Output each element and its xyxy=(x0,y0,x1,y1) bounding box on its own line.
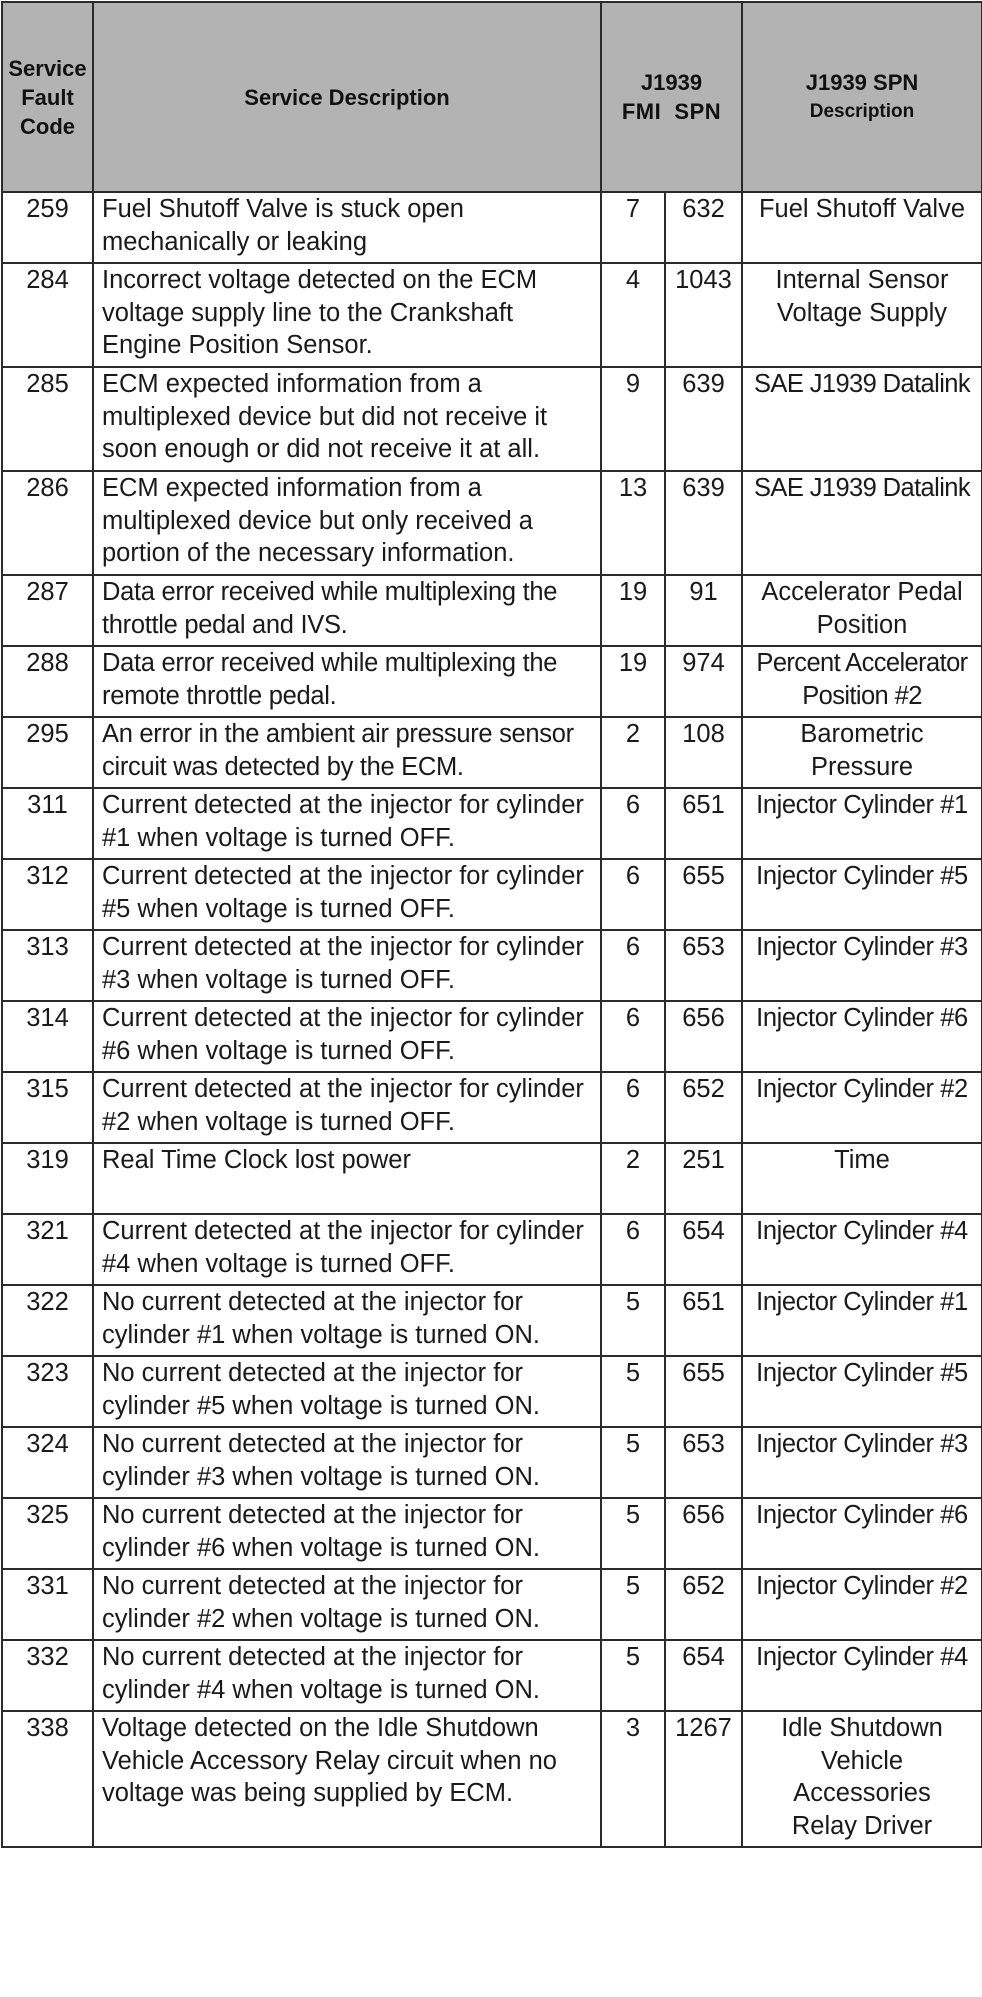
spn-description-cell xyxy=(742,263,982,367)
spn-cell: 654 xyxy=(665,1640,742,1711)
spn-cell: 652 xyxy=(665,1569,742,1640)
spn-description-text: Barometric Pressure xyxy=(800,720,924,781)
spn-description-cell: Time xyxy=(742,1143,982,1214)
table-row xyxy=(2,575,982,646)
spn-cell: 656 xyxy=(665,1498,742,1569)
spn-description-text: Percent Accelerator Position #2 xyxy=(756,649,968,710)
fault-code-table xyxy=(1,1,982,1848)
table-row xyxy=(2,646,982,717)
table-row xyxy=(2,859,982,930)
table-row xyxy=(2,1569,982,1640)
table-header-row xyxy=(2,2,982,192)
spn-description-cell: Injector Cylinder #4 xyxy=(742,1640,982,1711)
description-cell: Real Time Clock lost power xyxy=(93,1143,601,1214)
spn-cell: 639 xyxy=(665,471,742,575)
fault-code-cell: 315 xyxy=(2,1072,93,1143)
table-row xyxy=(2,263,982,367)
table-row xyxy=(2,1427,982,1498)
spn-cell: 651 xyxy=(665,788,742,859)
spn-cell: 656 xyxy=(665,1001,742,1072)
spn-description-cell: Injector Cylinder #6 xyxy=(742,1001,982,1072)
fault-code-cell: 322 xyxy=(2,1285,93,1356)
fault-code-cell: 286 xyxy=(2,471,93,575)
header-fmi-spn-label: FMI SPN xyxy=(621,99,722,124)
fault-code-cell: 321 xyxy=(2,1214,93,1285)
spn-cell: 974 xyxy=(665,646,742,717)
spn-cell: 251 xyxy=(665,1143,742,1214)
header-j1939-spn-description xyxy=(742,2,982,192)
fmi-cell: 13 xyxy=(601,471,665,575)
fault-code-cell: 312 xyxy=(2,859,93,930)
fmi-cell: 3 xyxy=(601,1711,665,1847)
spn-cell: 108 xyxy=(665,717,742,788)
fmi-cell: 9 xyxy=(601,367,665,471)
spn-cell: 651 xyxy=(665,1285,742,1356)
fmi-cell: 6 xyxy=(601,859,665,930)
fmi-cell: 5 xyxy=(601,1569,665,1640)
fault-code-cell: 287 xyxy=(2,575,93,646)
spn-cell: 639 xyxy=(665,367,742,471)
fmi-cell: 5 xyxy=(601,1498,665,1569)
spn-cell: 632 xyxy=(665,192,742,263)
fault-code-cell: 313 xyxy=(2,930,93,1001)
fault-code-cell: 311 xyxy=(2,788,93,859)
fault-code-cell: 332 xyxy=(2,1640,93,1711)
table-row xyxy=(2,1498,982,1569)
fmi-cell: 6 xyxy=(601,788,665,859)
spn-description-cell xyxy=(742,717,982,788)
header-service-fault-code-label: Service Fault Code xyxy=(8,55,87,139)
description-cell: No current detected at the injector for cylinder #2 when voltage is turned ON. xyxy=(93,1569,601,1640)
fmi-cell: 5 xyxy=(601,1285,665,1356)
table-row xyxy=(2,930,982,1001)
spn-description-text: Internal Sensor Voltage Supply xyxy=(775,266,949,327)
fault-code-cell: 284 xyxy=(2,263,93,367)
spn-cell: 655 xyxy=(665,859,742,930)
spn-cell: 1267 xyxy=(665,1711,742,1847)
spn-description-cell: Injector Cylinder #1 xyxy=(742,1285,982,1356)
spn-description-cell: Injector Cylinder #3 xyxy=(742,1427,982,1498)
description-cell: Current detected at the injector for cylinder #3 when voltage is turned OFF. xyxy=(93,930,601,1001)
table-row xyxy=(2,1711,982,1847)
fmi-cell: 4 xyxy=(601,263,665,367)
fault-code-cell: 295 xyxy=(2,717,93,788)
spn-description-cell: Injector Cylinder #5 xyxy=(742,1356,982,1427)
header-spn-description-top: J1939 SPN xyxy=(805,70,919,95)
fmi-cell: 5 xyxy=(601,1427,665,1498)
spn-description-cell: Fuel Shutoff Valve xyxy=(742,192,982,263)
fmi-cell: 6 xyxy=(601,1072,665,1143)
spn-description-text: Accelerator Pedal Position xyxy=(761,578,963,639)
spn-description-text: Idle Shutdown Vehicle Accessories Relay Driver xyxy=(781,1714,943,1840)
spn-cell: 91 xyxy=(665,575,742,646)
table-row xyxy=(2,1356,982,1427)
description-cell: Current detected at the injector for cylinder #5 when voltage is turned OFF. xyxy=(93,859,601,930)
fmi-cell: 2 xyxy=(601,1143,665,1214)
spn-description-cell: SAE J1939 Datalink xyxy=(742,367,982,471)
fault-code-cell: 338 xyxy=(2,1711,93,1847)
spn-description-cell xyxy=(742,646,982,717)
spn-description-cell: Injector Cylinder #5 xyxy=(742,859,982,930)
header-j1939-fmi-spn xyxy=(601,2,742,192)
description-cell: Current detected at the injector for cylinder #1 when voltage is turned OFF. xyxy=(93,788,601,859)
fault-code-cell: 288 xyxy=(2,646,93,717)
fmi-cell: 6 xyxy=(601,1001,665,1072)
spn-description-cell: Injector Cylinder #1 xyxy=(742,788,982,859)
header-service-fault-code xyxy=(2,2,93,192)
spn-cell: 655 xyxy=(665,1356,742,1427)
table-row xyxy=(2,717,982,788)
spn-cell: 653 xyxy=(665,1427,742,1498)
description-cell: Current detected at the injector for cylinder #4 when voltage is turned OFF. xyxy=(93,1214,601,1285)
spn-description-cell: Injector Cylinder #6 xyxy=(742,1498,982,1569)
fault-code-cell: 314 xyxy=(2,1001,93,1072)
fmi-cell: 6 xyxy=(601,930,665,1001)
description-cell: No current detected at the injector for cylinder #6 when voltage is turned ON. xyxy=(93,1498,601,1569)
description-cell: Current detected at the injector for cylinder #2 when voltage is turned OFF. xyxy=(93,1072,601,1143)
table-body xyxy=(2,192,982,1847)
spn-description-cell: Injector Cylinder #3 xyxy=(742,930,982,1001)
fmi-cell: 2 xyxy=(601,717,665,788)
fmi-cell: 19 xyxy=(601,646,665,717)
description-cell: No current detected at the injector for cylinder #4 when voltage is turned ON. xyxy=(93,1640,601,1711)
fmi-cell: 7 xyxy=(601,192,665,263)
fault-code-cell: 285 xyxy=(2,367,93,471)
table-row xyxy=(2,1214,982,1285)
spn-description-cell: Injector Cylinder #2 xyxy=(742,1072,982,1143)
table-row xyxy=(2,471,982,575)
description-cell: Data error received while multiplexing the remote throttle pedal. xyxy=(93,646,601,717)
table-row xyxy=(2,788,982,859)
spn-description-cell xyxy=(742,575,982,646)
spn-description-cell: Injector Cylinder #2 xyxy=(742,1569,982,1640)
fmi-cell: 5 xyxy=(601,1356,665,1427)
table-row xyxy=(2,367,982,471)
spn-description-cell: SAE J1939 Datalink xyxy=(742,471,982,575)
table-row xyxy=(2,1143,982,1214)
fmi-cell: 19 xyxy=(601,575,665,646)
table-row xyxy=(2,1001,982,1072)
spn-cell: 652 xyxy=(665,1072,742,1143)
fault-code-cell: 324 xyxy=(2,1427,93,1498)
description-cell: Fuel Shutoff Valve is stuck open mechanically or leaking xyxy=(93,192,601,263)
description-cell: No current detected at the injector for cylinder #3 when voltage is turned ON. xyxy=(93,1427,601,1498)
description-cell: Data error received while multiplexing the throttle pedal and IVS. xyxy=(93,575,601,646)
table-row xyxy=(2,1072,982,1143)
fault-code-cell: 319 xyxy=(2,1143,93,1214)
fault-code-cell: 325 xyxy=(2,1498,93,1569)
fmi-cell: 5 xyxy=(601,1640,665,1711)
description-cell: No current detected at the injector for cylinder #5 when voltage is turned ON. xyxy=(93,1356,601,1427)
fault-code-cell: 323 xyxy=(2,1356,93,1427)
description-cell: ECM expected information from a multiplexed device but did not receive it soon enough or did not receive it at all. xyxy=(93,367,601,471)
table-row xyxy=(2,192,982,263)
header-service-description: Service Description xyxy=(93,2,601,192)
spn-cell: 654 xyxy=(665,1214,742,1285)
fault-code-cell: 259 xyxy=(2,192,93,263)
table-row xyxy=(2,1285,982,1356)
description-cell: ECM expected information from a multiplexed device but only received a portion of the necessary information. xyxy=(93,471,601,575)
header-j1939-label: J1939 xyxy=(640,70,703,95)
spn-cell: 653 xyxy=(665,930,742,1001)
spn-description-cell xyxy=(742,1711,982,1847)
spn-cell: 1043 xyxy=(665,263,742,367)
description-cell: Current detected at the injector for cylinder #6 when voltage is turned OFF. xyxy=(93,1001,601,1072)
description-cell: Voltage detected on the Idle Shutdown Vehicle Accessory Relay circuit when no voltage was being supplied by ECM. xyxy=(93,1711,601,1847)
description-cell: No current detected at the injector for cylinder #1 when voltage is turned ON. xyxy=(93,1285,601,1356)
description-cell: Incorrect voltage detected on the ECM voltage supply line to the Crankshaft Engine Position Sensor. xyxy=(93,263,601,367)
fault-code-cell: 331 xyxy=(2,1569,93,1640)
header-spn-description-sub: Description xyxy=(809,101,915,122)
fmi-cell: 6 xyxy=(601,1214,665,1285)
spn-description-cell: Injector Cylinder #4 xyxy=(742,1214,982,1285)
table-row xyxy=(2,1640,982,1711)
description-cell: An error in the ambient air pressure sensor circuit was detected by the ECM. xyxy=(93,717,601,788)
